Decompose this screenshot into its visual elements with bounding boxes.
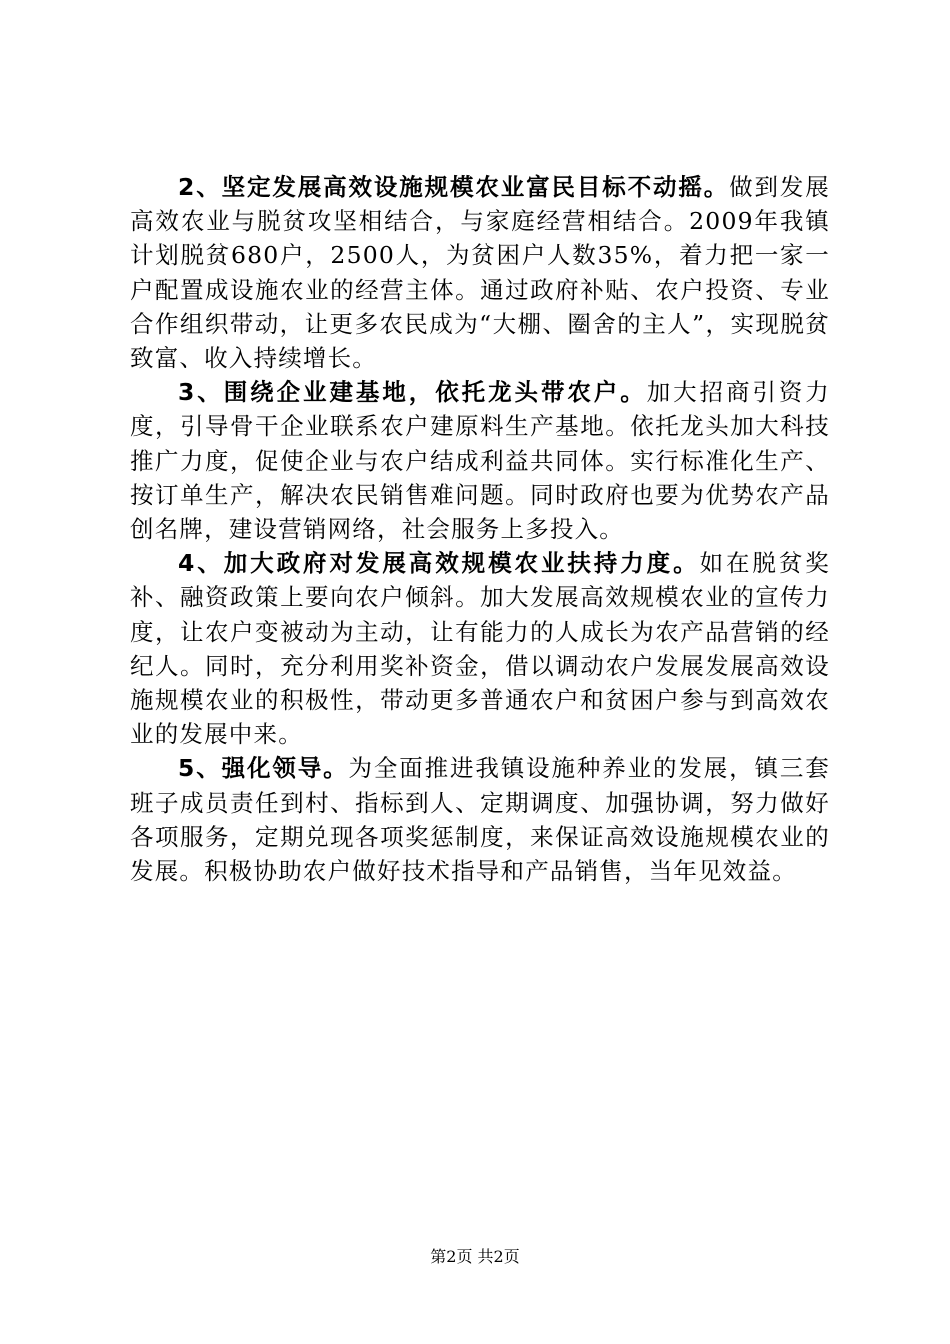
paragraph-5-heading: 5、强化领导。 (178, 754, 349, 783)
page-footer: 第2页 共2页 (430, 1247, 520, 1266)
paragraph-4-text: 如在脱贫奖补、融资政策上要向农户倾斜。加大发展高效规模农业的宣传力度，让农户变被动为主动，让有能力的人成长为农产品营销的经纪人。同时，充分利用奖补资金，借以调动农户发展发展高效设施规模农业的积极性，带动更多普通农户和贫困户参与到高效农业的发展中来。 (130, 549, 831, 749)
paragraph-5-text: 为全面推进我镇设施种养业的发展，镇三套班子成员责任到村、指标到人、定期调度、加强协调，努力做好各项服务，定期兑现各项奖惩制度，来保证高效设施规模农业的发展。积极协助农户做好技术指导和产品销售，当年见效益。 (130, 754, 830, 886)
paragraph-4 (130, 546, 830, 751)
paragraph-3-text: 加大招商引资力度，引导骨干企业联系农户建原料生产基地。依托龙头加大科技推广力度，促使企业与农户结成利益共同体。实行标准化生产、按订单生产，解决农民销售难问题。同时政府也要为优势农产品创名牌，建设营销网络，社会服务上多投入。 (130, 378, 830, 544)
paragraph-3 (130, 375, 830, 546)
paragraph-2 (130, 170, 830, 375)
document-body (130, 170, 830, 888)
paragraph-2-text: 做到发展高效农业与脱贫攻坚相结合，与家庭经营相结合。2009年我镇计划脱贫680户，2500人，为贫困户人数35%，着力把一家一户配置成设施农业的经营主体。通过政府补贴、农户投资、专业合作组织带动，让更多农民成为“大棚、圈舍的主人”，实现脱贫致富、收入持续增长。 (130, 173, 830, 373)
paragraph-2-heading: 2、坚定发展高效设施规模农业富民目标不动摇。 (178, 173, 730, 201)
paragraph-4-heading: 4、加大政府对发展高效规模农业扶持力度。 (178, 549, 700, 578)
paragraph-3-heading: 3、围绕企业建基地，依托龙头带农户。 (178, 378, 647, 407)
paragraph-5 (130, 751, 830, 888)
